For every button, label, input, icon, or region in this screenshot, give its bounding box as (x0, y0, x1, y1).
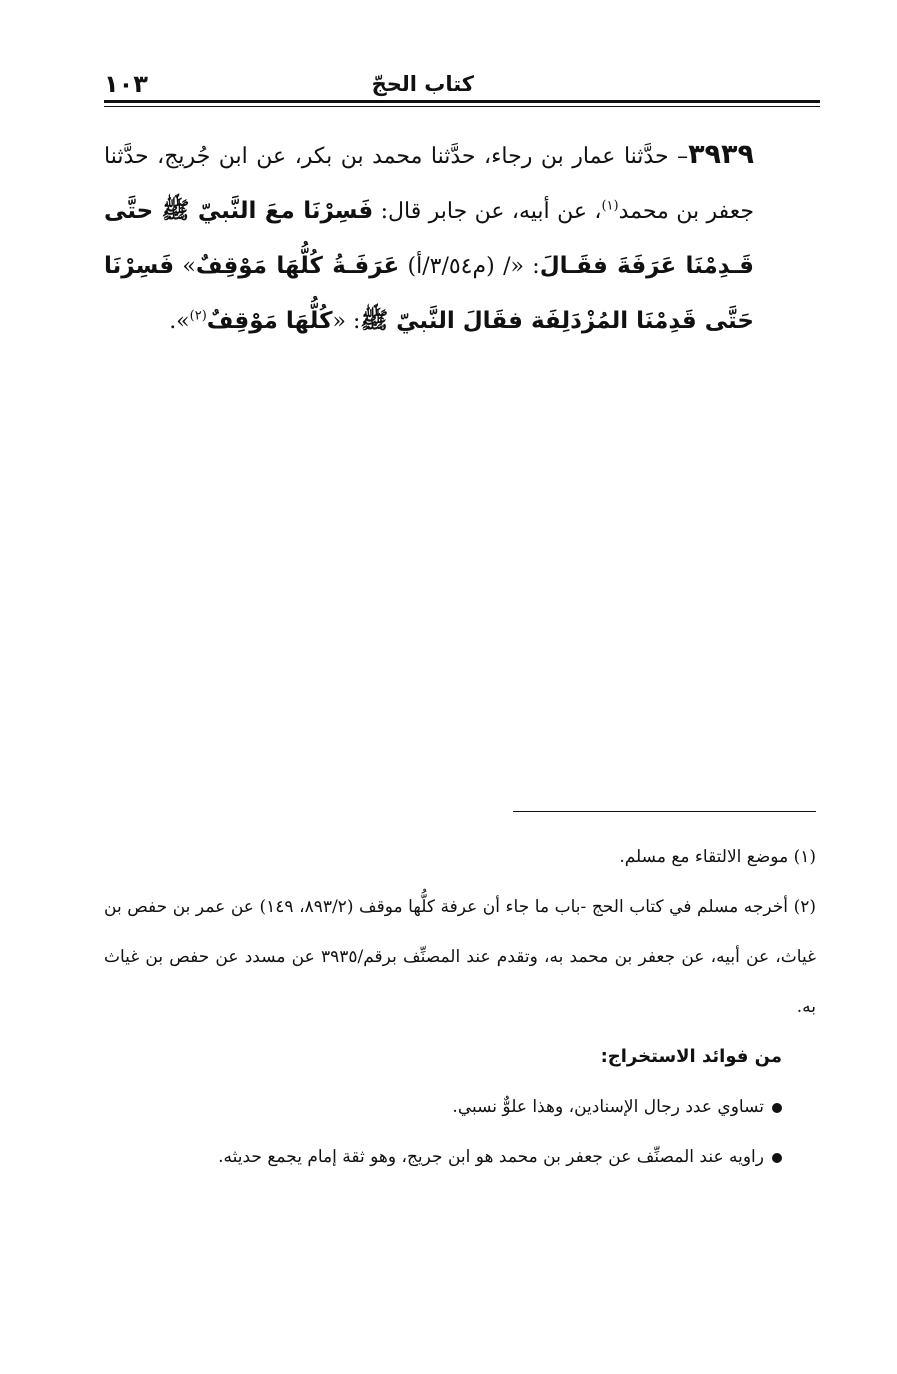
isnad-part-1: – حدَّثنا عمار بن رجاء، حدَّثنا محمد بن بكر، عن ابن جُريج، حدَّثنا جعفر بن محمد (104, 144, 754, 224)
header-rule-thick (104, 100, 820, 103)
benefits-heading: من فوائد الاستخراج: (600, 1046, 782, 1067)
hadith-number: ٣٩٣٩ (688, 139, 754, 170)
matn-part-4: كُلُّهَا مَوْقِفٌ (206, 308, 333, 334)
footnote-separator (513, 811, 816, 812)
hadith-text (104, 128, 754, 349)
isnad-part-2: ، عن أبيه، عن جابر قال: (373, 199, 602, 224)
benefit-item-1 (104, 1082, 816, 1132)
footnote-2: (٢) أخرجه مسلم في كتاب الحج -باب ما جاء أن عرفة كلُّها موقف (٨٩٣/٢، ١٤٩) عن عمر بن حفص بن غياث، عن أبيه، عن جعفر بن محمد به، وتقدم عند المصنِّف برقم/٣٩٣٥ عن مسدد عن حفص بن غياث به. (104, 897, 816, 1017)
matn-part-3: فَسِرْنَا حَتَّى قَدِمْنَا المُزْدَلِفَة فقَالَ النَّبيّ ﷺ (104, 253, 754, 334)
chapter-title: كتاب الحجّ (371, 72, 474, 96)
benefit-text-2: راويه عند المصنِّف عن جعفر بن محمد هو ابن جريج، وهو ثقة إمام يجمع حديثه. (218, 1147, 764, 1167)
footnote-ref-1: (١) (601, 198, 619, 214)
page-number: ١٠٣ (104, 70, 148, 98)
quote-separator: » (174, 254, 196, 279)
manuscript-ref: : «/ (م٣/٥٤/أ) (399, 254, 540, 279)
header-rule-thin (104, 106, 820, 107)
footnote-1: (١) موضع الالتقاء مع مسلم. (619, 847, 816, 867)
quote-open: : « (332, 309, 361, 334)
matn-part-2: عَرَفَـةُ كُلُّهَا مَوْقِفٌ (195, 253, 400, 279)
benefit-text-1: تساوي عدد رجال الإسنادين، وهذا علوٌّ نسبي. (452, 1097, 764, 1117)
footnote-ref-2: (٢) (189, 308, 207, 324)
footnotes (104, 832, 816, 1182)
benefit-item-2 (104, 1132, 816, 1182)
matn-part-1: فَسِرْنَا معَ النَّبيّ ﷺ حتَّى قَـدِمْنَا عَرَفَةَ فقَـالَ (104, 198, 754, 279)
bullet-icon (772, 1103, 782, 1113)
quote-close: ». (169, 309, 190, 334)
bullet-icon (772, 1153, 782, 1163)
